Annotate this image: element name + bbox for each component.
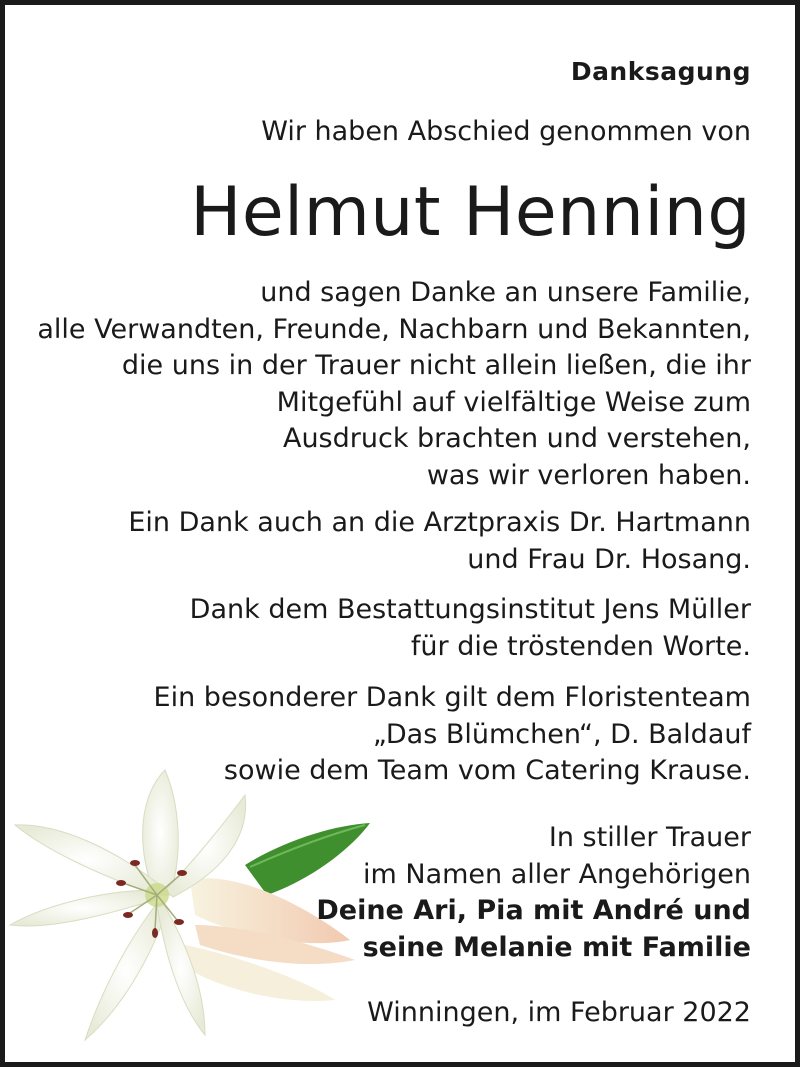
text-line: sowie dem Team vom Catering Krause.	[223, 755, 751, 786]
text-line: Mitgefühl auf vielfältige Weise zum	[276, 386, 751, 418]
text-line: die uns in der Trauer nicht allein ließen, die ihr	[121, 350, 751, 381]
text-line: was wir verloren haben.	[426, 459, 751, 491]
thanks-florist-block	[154, 680, 751, 790]
intro-line: Wir haben Abschied genommen von	[261, 116, 751, 147]
signers-line: seine Melanie mit Familie	[362, 931, 751, 963]
mourning-block	[316, 820, 751, 966]
place-date: Winningen, im Februar 2022	[367, 997, 751, 1028]
text-line: alle Verwandten, Freunde, Nachbarn und Bekannten,	[37, 313, 751, 345]
text-line: und sagen Danke an unsere Familie,	[260, 277, 751, 308]
mourning-line: In stiller Trauer	[548, 822, 751, 853]
thanks-funeral-block	[190, 592, 751, 665]
heading: Danksagung	[570, 57, 751, 86]
thanks-doctor-block	[128, 505, 751, 578]
text-line: Ein besonderer Dank gilt dem Floristenteam	[153, 682, 751, 713]
text-line: „Das Blümchen“, D. Baldauf	[372, 718, 751, 750]
text-line: Dank dem Bestattungsinstitut Jens Müller	[189, 594, 751, 625]
text-line: für die tröstenden Worte.	[410, 630, 751, 662]
text-line: und Frau Dr. Hosang.	[467, 543, 751, 575]
thanks-family-block	[37, 275, 751, 494]
signers-line: Deine Ari, Pia mit André und	[316, 895, 751, 926]
text-line: Ein Dank auch an die Arztpraxis Dr. Hartmann	[128, 507, 751, 538]
text-line: Ausdruck brachten und verstehen,	[282, 423, 751, 454]
deceased-name: Helmut Henning	[190, 173, 751, 252]
mourning-line: im Namen aller Angehörigen	[362, 858, 751, 890]
